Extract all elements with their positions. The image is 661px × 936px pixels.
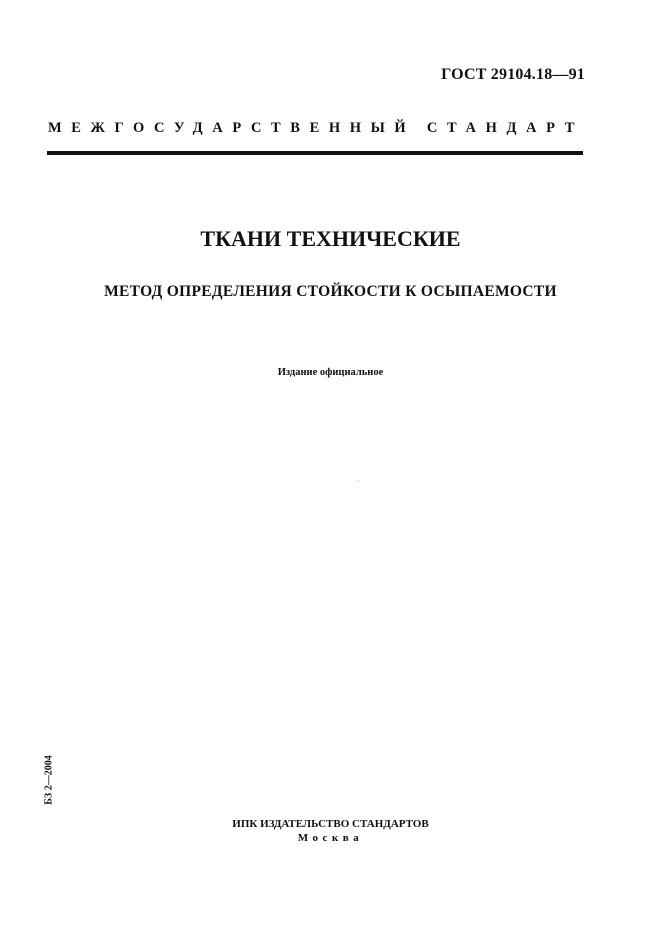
publisher-name: ИПК ИЗДАТЕЛЬСТВО СТАНДАРТОВ [232, 818, 429, 830]
print-speck [358, 480, 359, 481]
document-number: ГОСТ 29104.18—91 [441, 66, 585, 83]
header-divider [47, 151, 583, 155]
edition-note: Издание официальное [277, 367, 384, 378]
document-subtitle: МЕТОД ОПРЕДЕЛЕНИЯ СТОЙКОСТИ К ОСЫПАЕМОСТИ [104, 283, 557, 300]
standard-type-word-standard: СТАНДАРТ [426, 120, 584, 136]
side-code [44, 744, 54, 816]
side-code-label: БЗ 2—2004 [43, 755, 55, 805]
standard-type-heading [48, 120, 584, 137]
standard-type-word-interstate: МЕЖГОСУДАРСТВЕННЫЙ [48, 120, 416, 136]
document-title: ТКАНИ ТЕХНИЧЕСКИЕ [200, 226, 461, 251]
publisher-city: Москва [297, 832, 364, 844]
